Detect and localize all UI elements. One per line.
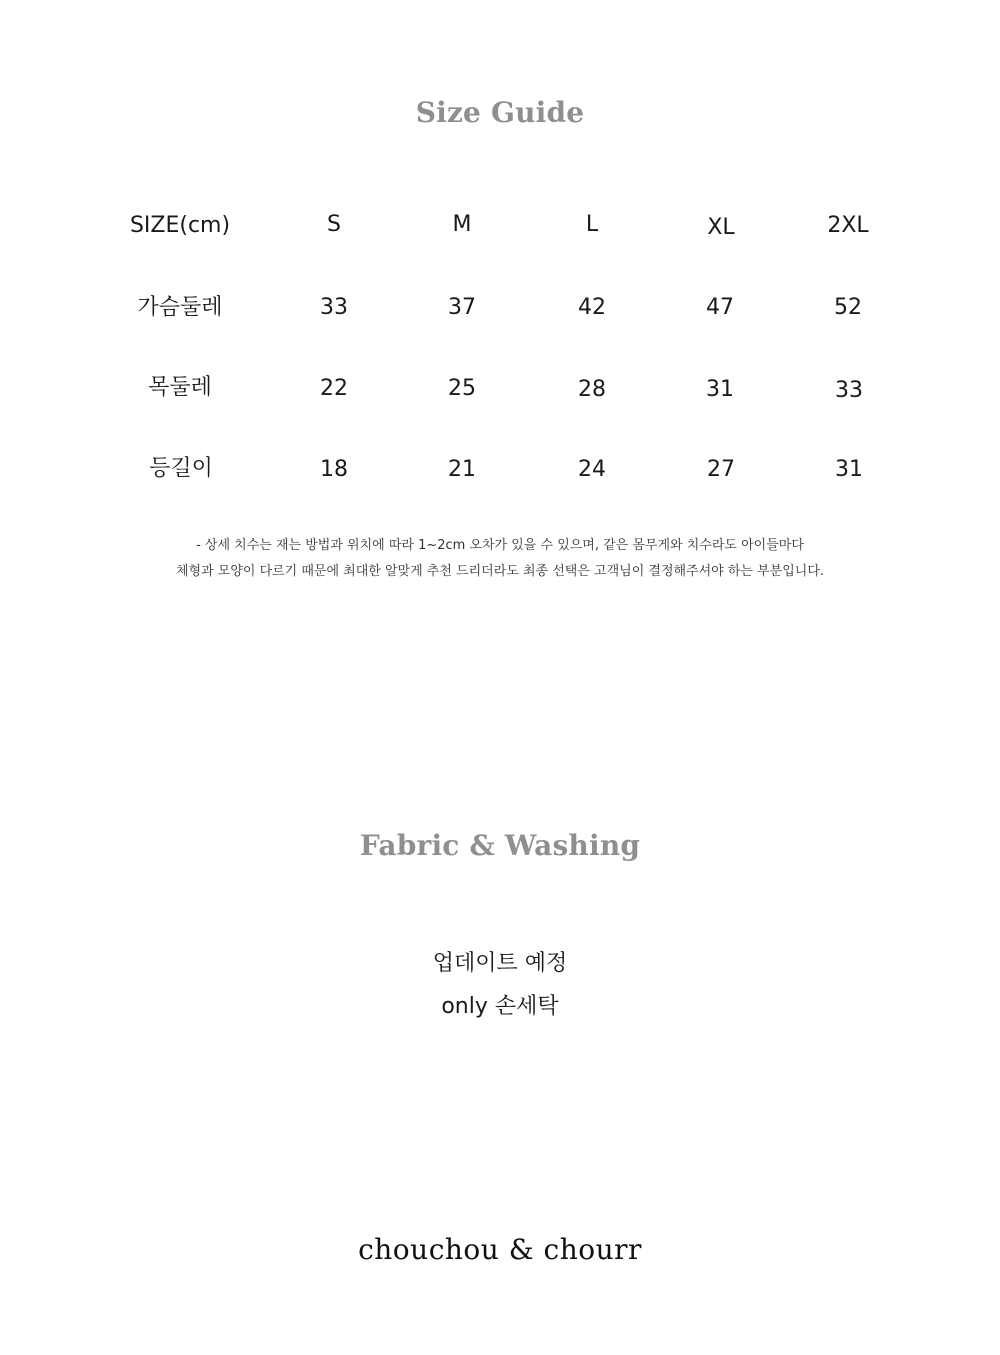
table-cell: 47 bbox=[706, 295, 734, 320]
table-cell: 22 bbox=[320, 376, 348, 401]
row-label-neck: 목둘레 bbox=[148, 375, 212, 400]
header-cell-s: S bbox=[327, 212, 341, 237]
size-table bbox=[0, 0, 1000, 520]
row-label-chest: 가슴둘레 bbox=[137, 295, 223, 320]
table-cell: 31 bbox=[706, 377, 734, 402]
fabric-washing-title: Fabric & Washing bbox=[359, 829, 641, 862]
table-cell: 33 bbox=[835, 378, 863, 403]
size-note-line-2: 체형과 모양이 다르기 때문에 최대한 알맞게 추천 드리더라도 최종 선택은 고객님이 결정해주셔야 하는 부분입니다. bbox=[175, 564, 825, 579]
table-cell: 24 bbox=[578, 457, 606, 482]
size-guide-title: Size Guide bbox=[415, 96, 585, 129]
fabric-line-handwash: only 손세탁 bbox=[441, 994, 559, 1019]
table-cell: 28 bbox=[578, 377, 606, 402]
header-cell-xl: XL bbox=[707, 215, 735, 240]
header-cell-2xl: 2XL bbox=[827, 213, 869, 238]
row-label-back-length: 등길이 bbox=[149, 456, 213, 481]
header-cell-m: M bbox=[452, 212, 472, 237]
table-cell: 42 bbox=[578, 295, 606, 320]
brand-name: chouchou & chourr bbox=[358, 1233, 642, 1266]
table-cell: 37 bbox=[448, 295, 476, 320]
table-cell: 33 bbox=[320, 295, 348, 320]
table-cell: 52 bbox=[834, 295, 862, 320]
table-cell: 25 bbox=[448, 376, 476, 401]
table-cell: 21 bbox=[448, 457, 476, 482]
header-cell-l: L bbox=[585, 212, 599, 237]
table-cell: 31 bbox=[835, 457, 863, 482]
header-cell-size: SIZE(cm) bbox=[129, 213, 231, 238]
table-cell: 18 bbox=[320, 457, 348, 482]
size-note-line-1: - 상세 치수는 재는 방법과 위치에 따라 1~2cm 오차가 있을 수 있으며, 같은 몸무게와 치수라도 아이들마다 bbox=[196, 538, 804, 553]
table-cell: 27 bbox=[707, 457, 735, 482]
fabric-line-update: 업데이트 예정 bbox=[432, 951, 568, 976]
